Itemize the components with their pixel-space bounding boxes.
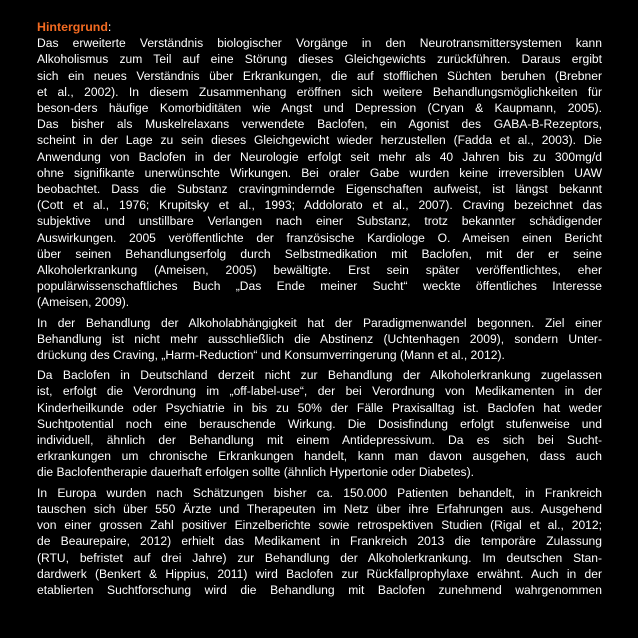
paragraph-line: sich ein neues Verständnis über Erkrankungen, die auf stofflichen Süchten beruhen (Brebner	[37, 68, 602, 83]
paragraph-line: über seinen Behandlungserfolg durch Selbstmedikation mit Baclofen, mit der er seine	[37, 246, 602, 261]
paragraph-line: von einer grossen Zahl positiver Einzelberichte sowie retrospektiven Studien (Rigal et al., 2012;	[37, 518, 602, 533]
section-heading-colon: :	[107, 20, 112, 34]
paragraph-line: Anwendung von Baclofen in der Neurologie erfolgt seit mehr als 40 Jahren bis zu 300mg/d	[37, 149, 602, 164]
paragraph-line: ohne signifikante unerwünschte Wirkungen. Bei oraler Gabe wurden keine irreversiblen UAW	[37, 165, 602, 180]
paragraph-line: Das bisher als Muskelrelaxans verwendete Baclofen, ein Agonist des GABA-B-Rezeptors,	[37, 117, 602, 132]
paragraph	[37, 315, 602, 364]
paragraph-line: dardwerk (Benkert & Hippius, 2011) wird Baclofen zur Rückfallprophylaxe erwähnt. Auch in der	[37, 566, 602, 581]
section-heading	[37, 19, 602, 35]
paragraph-line: subjektive und unstillbare Verlangen nach einer Substanz, trotz bekannter schädigender	[37, 214, 602, 229]
paragraph-line: ist, erfolgt die Verordnung im „off-label-use“, der bei Verordnung von Medikamenten in der	[37, 384, 602, 399]
paragraph-line: Suchtpotential noch eine berauschende Wirkung. Die Dosisfindung erfolgt stufenweise und	[37, 416, 602, 431]
paragraph-line: populärwissenschaftliches Buch „Das Ende meiner Sucht“ weckte öffentliches Interesse	[37, 279, 602, 294]
section-heading-label: Hintergrund	[37, 20, 108, 34]
paragraph-line: Da Baclofen in Deutschland derzeit nicht zur Behandlung der Alkoholerkrankung zugelassen	[37, 368, 602, 383]
paragraph-line: (Ameisen, 2009).	[37, 295, 130, 310]
paragraph-line: In der Behandlung der Alkoholabhängigkeit hat der Paradigmenwandel begonnen. Ziel einer	[37, 315, 602, 330]
paragraph-line: beson-ders häufige Komorbiditäten wie Angst und Depression (Cryan & Kaupmann, 2005).	[37, 101, 602, 116]
paragraph-line: (RTU, befristet auf drei Jahre) zur Behandlung der Alkoholerkrankung. Im deutschen Stan-	[37, 550, 602, 565]
paragraph-line: tauschen sich über 550 Ärzte und Therapeuten im Netz über ihre Erfahrungen aus. Ausgehend	[37, 501, 602, 516]
paragraph-line: die Baclofentherapie dauerhaft erfolgen sollte (ähnlich Hypertonie oder Diabetes).	[37, 465, 474, 480]
paragraph-line: individuell, ähnlich der Behandlung mit einem Antidepressivum. Da es sich bei Sucht-	[37, 433, 602, 448]
paragraph-line: Auswirkungen. 2005 veröffentlichte der französische Kardiologe O. Ameisen einen Bericht	[37, 230, 602, 245]
paragraph-line: etablierten Suchtforschung wird die Behandlung mit Baclofen zunehmend wahrgenommen	[37, 582, 602, 597]
paragraph	[37, 485, 602, 598]
paragraph-line: erkrankungen um chronische Erkrankungen handelt, kann man davon ausgehen, dass auch	[37, 449, 602, 464]
paragraph-line: Kinderheilkunde oder Psychiatrie in bis zu 50% der Fälle Praxisalltag ist. Baclofen hat weder	[37, 400, 602, 415]
paragraph-line: et al., 2002). In diesem Zusammenhang eröffnen sich weitere Behandlungsmöglichkeiten für	[37, 84, 602, 99]
paragraph-line: Alkoholerkrankung (Ameisen, 2005) bewältigte. Erst sein später veröffentlichtes, eher	[37, 263, 602, 278]
paragraph-line: In Europa wurden nach Schätzungen bisher ca. 150.000 Patienten behandelt, in Frankreich	[37, 485, 602, 500]
paragraph-line: de Beaurepaire, 2012) erhielt das Medikament in Frankreich 2013 die temporäre Zulassung	[37, 534, 602, 549]
paragraph-line: drückung des Craving, „Harm-Reduction“ und Konsumverringerung (Mann et al., 2012).	[37, 348, 505, 363]
paragraph	[37, 35, 602, 310]
paragraph-line: beobachtet. Dass die Substanz cravingmindernde Eigenschaften aufweist, ist längst bekannt	[37, 182, 602, 197]
paragraph-line: Alkoholismus zum Teil auf eine Störung dieses Gleichgewichts zurückführen. Daraus ergibt	[37, 52, 602, 67]
body-text	[37, 35, 602, 598]
paragraph	[37, 367, 602, 480]
paragraph-line: Behandlung ist nicht mehr ausschließlich die Abstinenz (Uchtenhagen 2009), sondern Unter-	[37, 331, 602, 346]
document-page	[37, 19, 602, 602]
paragraph-line: (Cott et al., 1976; Krupitsky et al., 1993; Addolorato et al., 2007). Craving bezeichnet das	[37, 198, 602, 213]
paragraph-line: Das erweiterte Verständnis biologischer Vorgänge in den Neurotransmittersystemen kann	[37, 36, 602, 51]
paragraph-line: scheint in der Lage zu sein dieses Gleichgewicht wieder herzustellen (Fadda et al., 2003). Die	[37, 133, 602, 148]
